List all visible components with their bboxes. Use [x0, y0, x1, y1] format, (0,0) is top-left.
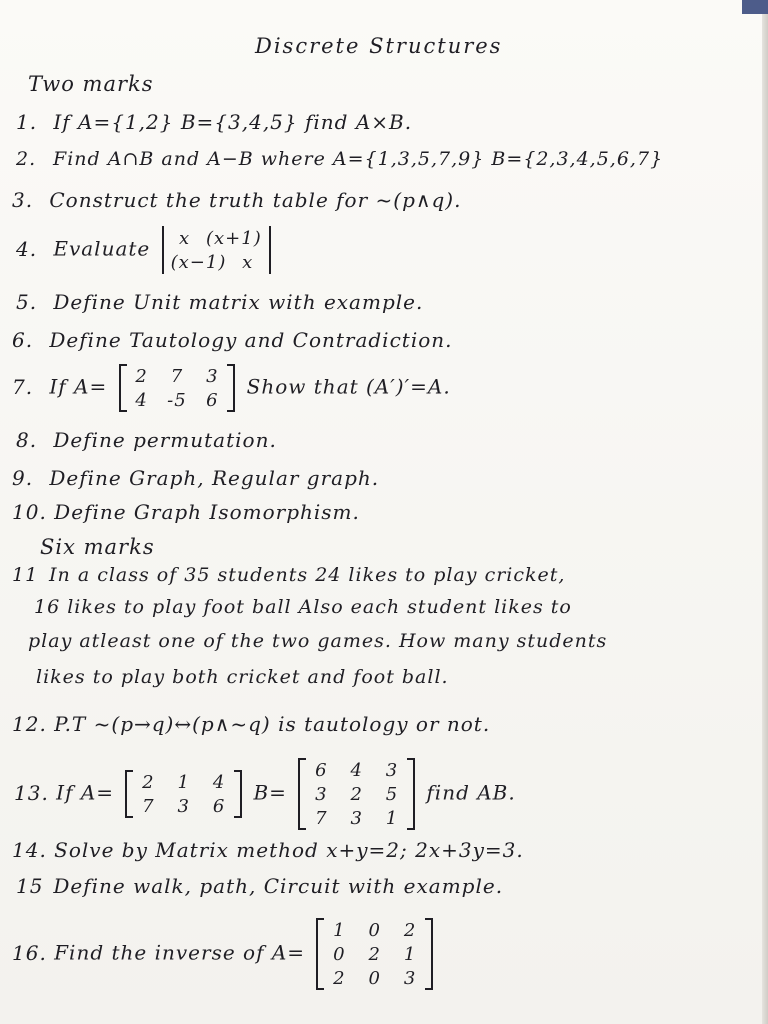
question-text: If A=	[49, 374, 108, 399]
six-marks-heading: Six marks	[40, 535, 155, 559]
question-text: If A=	[56, 780, 115, 805]
question-10	[12, 500, 360, 524]
page-edge	[762, 0, 768, 1024]
matrix-row	[325, 942, 424, 966]
matrix-cell: 3	[403, 968, 417, 989]
matrix-cell: 2	[403, 920, 417, 941]
question-14	[12, 838, 524, 862]
question-number: 2.	[16, 148, 37, 170]
matrix-cell: 4	[350, 760, 363, 781]
question-8	[16, 428, 277, 452]
matrix-a	[119, 364, 236, 412]
question-3	[12, 188, 461, 212]
question-text: Solve by Matrix method x+y=2; 2x+3y=3.	[54, 838, 524, 862]
corner-tab	[742, 0, 768, 14]
matrix-row	[128, 388, 227, 412]
matrix-a	[125, 770, 242, 818]
question-11-line-2: 16 likes to play foot ball Also each student likes to	[34, 596, 572, 618]
page-title: Discrete Structures	[255, 34, 503, 58]
matrix-cell: 1	[385, 808, 399, 829]
matrix-cell: 1	[403, 944, 417, 965]
matrix-row	[307, 782, 406, 806]
question-6	[12, 328, 453, 352]
question-number: 12.	[12, 712, 47, 736]
question-2	[16, 148, 663, 170]
question-number: 10.	[12, 500, 47, 524]
matrix-cell: 7	[170, 366, 184, 387]
question-11-line-3: play atleast one of the two games. How many students	[28, 630, 608, 652]
question-text: Define walk, path, Circuit with example.	[53, 874, 504, 898]
matrix-cell: 6	[315, 760, 328, 781]
matrix-cell: 1	[177, 772, 190, 793]
question-text: Construct the truth table for ~(p∧q).	[49, 188, 462, 212]
matrix-cell: (x+1)	[205, 228, 262, 249]
matrix-row	[128, 364, 227, 388]
matrix-row	[134, 794, 233, 818]
question-text-tail: Show that (A′)′=A.	[246, 374, 451, 399]
matrix-row	[307, 758, 406, 782]
question-number: 15	[16, 874, 44, 898]
matrix-cell: 3	[315, 784, 328, 805]
matrix-cell: (x−1)	[170, 252, 227, 273]
matrix-cell: 3	[206, 366, 219, 387]
question-1	[16, 110, 412, 134]
question-number: 3.	[12, 188, 34, 212]
question-number: 14.	[12, 838, 47, 862]
question-text: Find A∩B and A−B where A={1,3,5,7,9} B={2,3,4,5,6,7}	[53, 148, 664, 170]
question-text: Define Tautology and Contradiction.	[49, 328, 453, 352]
question-text-mid: B=	[253, 780, 287, 805]
question-7	[12, 364, 451, 412]
matrix-cell: 3	[177, 796, 190, 817]
question-9	[12, 466, 379, 490]
question-text: If A={1,2} B={3,4,5} find A×B.	[53, 110, 413, 134]
question-text: Define permutation.	[53, 428, 277, 452]
matrix-row	[307, 806, 406, 830]
matrix-cell: 2	[142, 772, 155, 793]
matrix-cell: 4	[135, 390, 148, 411]
matrix-a	[316, 918, 433, 990]
matrix-cell: 0	[333, 944, 346, 965]
matrix-cell: 5	[385, 784, 399, 805]
question-number: 7.	[12, 374, 34, 399]
matrix-cell: 1	[333, 920, 346, 941]
question-text-line: In a class of 35 students 24 likes to play cricket,	[49, 564, 566, 586]
matrix-row	[325, 966, 424, 990]
matrix-cell: 6	[212, 796, 226, 817]
matrix-row	[171, 250, 262, 274]
matrix-cell: 2	[135, 366, 148, 387]
question-text: Find the inverse of A=	[54, 940, 306, 965]
question-text: Define Graph, Regular graph.	[49, 466, 380, 490]
matrix-cell: 7	[142, 796, 155, 817]
question-15	[16, 874, 503, 898]
matrix-cell: 7	[315, 808, 328, 829]
matrix-cell: -5	[167, 390, 187, 411]
question-text-tail: find AB.	[426, 780, 516, 805]
question-number: 6.	[12, 328, 34, 352]
matrix-b	[298, 758, 415, 830]
question-number: 1.	[16, 110, 38, 134]
question-text: P.T ~(p→q)↔(p∧~q) is tautology or not.	[54, 712, 491, 736]
matrix-cell: 3	[385, 760, 399, 781]
question-16	[12, 918, 437, 990]
matrix-cell: 4	[212, 772, 226, 793]
matrix-cell: x	[242, 252, 254, 273]
question-number: 4.	[16, 236, 38, 261]
question-number: 9.	[12, 466, 34, 490]
matrix-row	[171, 226, 262, 250]
determinant-matrix	[162, 226, 271, 274]
question-text: Define Graph Isomorphism.	[54, 500, 360, 524]
matrix-cell: x	[179, 228, 191, 249]
matrix-cell: 3	[350, 808, 363, 829]
question-11-line-4: likes to play both cricket and foot ball.	[36, 666, 449, 688]
matrix-cell: 0	[368, 920, 381, 941]
question-text: Evaluate	[53, 236, 151, 261]
question-4	[16, 226, 275, 274]
matrix-row	[134, 770, 233, 794]
question-5	[16, 290, 423, 314]
question-13	[14, 758, 516, 830]
question-number: 8.	[16, 428, 38, 452]
matrix-cell: 2	[333, 968, 346, 989]
question-text: Define Unit matrix with example.	[53, 290, 424, 314]
matrix-cell: 6	[206, 390, 219, 411]
matrix-cell: 2	[350, 784, 363, 805]
matrix-row	[325, 918, 424, 942]
two-marks-heading: Two marks	[28, 72, 154, 96]
question-number: 11	[12, 564, 39, 586]
question-number: 16.	[12, 940, 47, 965]
question-number: 5.	[16, 290, 38, 314]
question-11	[12, 564, 565, 586]
question-number: 13.	[14, 780, 49, 805]
matrix-cell: 0	[368, 968, 381, 989]
question-12	[12, 712, 490, 736]
matrix-cell: 2	[368, 944, 381, 965]
